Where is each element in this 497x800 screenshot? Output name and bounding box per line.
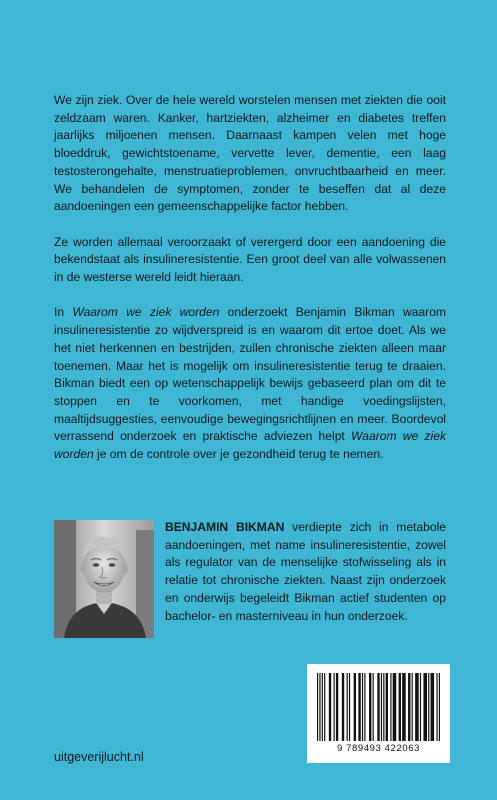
blurb-p3-body: onderzoekt Benjamin Bikman waarom insulineresistentie zo wijdverspreid is en waarom dit ertoe doet. Als we het niet herkennen en bestrijden, zullen chronische ziekten alleen maar toenemen. Maar het is mogelijk om insulineresistentie terug te draaien. Bikman biedt een op wetenschappelijk bewijs gebaseerd plan om dit te stoppen en te voorkomen, met handige voedingslijsten, maaltijdsuggesties, eenvoudige bewegingsrichtlijnen en meer. Boordevol verrassend onderzoek en praktische adviezen helpt (54, 305, 447, 444)
barcode-bar (358, 673, 360, 741)
barcode-bar (412, 673, 413, 741)
barcode-bar (324, 673, 325, 741)
barcode-bars (317, 673, 440, 741)
barcode-bar (436, 673, 437, 741)
barcode-bar (408, 673, 410, 741)
barcode-bar (428, 673, 429, 741)
author-photo (54, 520, 154, 638)
barcode-bar (354, 673, 356, 741)
blurb-p3-in: In (54, 305, 73, 320)
author-bio-text: verdiepte zich in metabole aandoeningen, met name insulineresistentie, zowel als regulator van de menselijke stofwisseling als in relatie tot chronische ziekten. Naast zijn onderzoek en onderwijs begeleidt Bikman actief studenten op bachelor- en masterniveau in hun onderzoek. (165, 520, 446, 623)
barcode-bar (369, 673, 371, 741)
blurb-text (54, 92, 446, 481)
barcode-bar (399, 673, 401, 741)
barcode-bar (342, 673, 344, 741)
book-title-italic-2: Waarom we ziek worden (54, 429, 446, 462)
barcode-bar (420, 673, 421, 741)
barcode-bar (439, 673, 440, 741)
barcode-bar (393, 673, 397, 741)
barcode-bar (349, 673, 350, 741)
barcode-bar (390, 673, 391, 741)
author-name: BENJAMIN BIKMAN (165, 520, 285, 534)
blurb-paragraph-2: Ze worden allemaal veroorzaakt of verergerd door een aandoening die bekendstaat als insulineresistentie. Een groot deel van alle volwassenen in de westerse wereld leidt hieraan. (54, 234, 446, 285)
barcode-bar (402, 673, 406, 741)
book-title-italic: Waarom we ziek worden (72, 305, 220, 320)
barcode-bar (329, 673, 331, 741)
barcode-bar (317, 673, 318, 741)
barcode-bar (319, 673, 320, 741)
barcode-bar (423, 673, 427, 741)
barcode-bar (415, 673, 419, 741)
blurb-paragraph-3 (54, 304, 446, 463)
barcode-bar (377, 673, 379, 741)
blurb-paragraph-1: We zijn ziek. Over de hele wereld worstelen mensen met ziekten die ooit zeldzaam waren. Kanker, hartziekten, alzheimer en diabetes treffen jaarlijks miljoenen mensen. Daarnaast kampen velen met hoge bloeddruk, gewichtstoename, vervette lever, dementie, een laag testosterongehalte, menstruatieproblemen, onvruchtbaarheid en meer. We behandelen de symptomen, zonder te beseffen dat al deze aandoeningen een gemeenschappelijke factor hebben. (54, 93, 446, 214)
barcode-bar (347, 673, 348, 741)
barcode-bar (364, 673, 365, 741)
barcode-bar (336, 673, 338, 741)
barcode (307, 664, 450, 763)
barcode-bar (431, 673, 435, 741)
barcode-bar (383, 673, 384, 741)
barcode-bar (373, 673, 374, 741)
blurb-p3-end: je om de controle over je gezondheid terug te nemen. (93, 447, 384, 462)
barcode-bar (362, 673, 363, 741)
barcode-bar (334, 673, 335, 741)
author-portrait-illustration (54, 520, 154, 638)
publisher-url[interactable]: uitgeverijlucht.nl (54, 750, 144, 764)
barcode-bar (381, 673, 382, 741)
barcode-bar (322, 673, 323, 741)
author-bio (165, 519, 446, 625)
isbn-number: 9 789493 422063 (337, 743, 420, 754)
barcode-bar (386, 673, 388, 741)
